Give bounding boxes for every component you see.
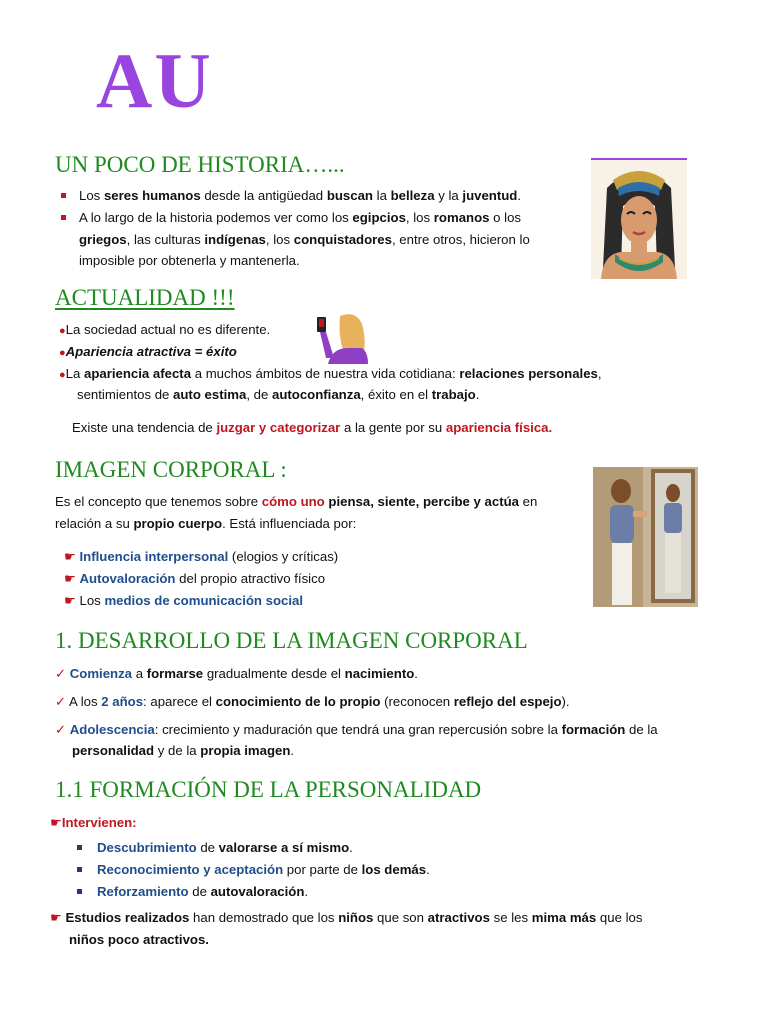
- check-icon: ✓: [55, 722, 67, 737]
- imagen-item-2: ☛ Autovaloración del propio atractivo físico: [64, 571, 326, 586]
- mirror-photo: [593, 467, 698, 607]
- bullet-square: [77, 867, 82, 872]
- bullet-square: [77, 845, 82, 850]
- bullet-square: [61, 215, 66, 220]
- dot-icon: ●: [59, 347, 66, 359]
- bullet-square: [61, 193, 66, 198]
- estudios-line-1: ☛ Estudios realizados han demostrado que los niños que son atractivos se les mima más que los: [50, 910, 643, 925]
- pointing-hand-icon: ☛: [50, 910, 62, 925]
- page-title: AU: [96, 37, 213, 124]
- pointing-hand-icon: ☛: [64, 593, 76, 608]
- historia-line-3: griegos, las culturas indígenas, los conquistadores, entre otros, hicieron lo: [79, 232, 530, 247]
- pointing-hand-icon: ☛: [50, 815, 62, 830]
- heading-imagen-corporal: IMAGEN CORPORAL :: [55, 457, 287, 482]
- pointing-hand-icon: ☛: [64, 571, 76, 586]
- estudios-line-2: niños poco atractivos.: [69, 932, 209, 947]
- formacion-item-2: Reconocimiento y aceptación por parte de los demás.: [97, 862, 430, 877]
- historia-line-1: Los seres humanos desde la antigüedad buscan la belleza y la juventud.: [79, 188, 522, 203]
- actualidad-line-2: ●Apariencia atractiva = éxito: [59, 344, 237, 359]
- desarrollo-item-3: ✓ Adolescencia: crecimiento y maduración que tendrá una gran repercusión sobre la formación de la: [55, 722, 658, 737]
- imagen-line-2: relación a su propio cuerpo. Está influenciada por:: [55, 516, 357, 531]
- check-icon: ✓: [55, 666, 67, 681]
- desarrollo-item-2: ✓ A los 2 años: aparece el conocimiento de lo propio (reconocen reflejo del espejo).: [55, 694, 570, 709]
- cleopatra-image: [591, 158, 687, 279]
- pointing-hand-icon: ☛: [64, 549, 76, 564]
- heading-historia: UN POCO DE HISTORIA…...: [55, 152, 345, 177]
- formacion-item-1: Descubrimiento de valorarse a sí mismo.: [97, 840, 353, 855]
- heading-desarrollo: 1. DESARROLLO DE LA IMAGEN CORPORAL: [55, 628, 528, 653]
- heading-formacion: 1.1 FORMACIÓN DE LA PERSONALIDAD: [55, 777, 482, 802]
- historia-line-4: imposible por obtenerla y mantenerla.: [79, 253, 300, 268]
- heading-actualidad: ACTUALIDAD !!!: [55, 285, 235, 310]
- historia-line-2: A lo largo de la historia podemos ver como los egipcios, los romanos o los: [79, 210, 522, 225]
- imagen-item-1: ☛ Influencia interpersonal (elogios y críticas): [64, 549, 339, 564]
- actualidad-line-1: ●La sociedad actual no es diferente.: [59, 322, 271, 337]
- actualidad-line-4: sentimientos de auto estima, de autoconfianza, éxito en el trabajo.: [77, 387, 480, 402]
- imagen-line-1: Es el concepto que tenemos sobre cómo uno piensa, siente, percibe y actúa en: [55, 494, 538, 509]
- imagen-item-3: ☛ Los medios de comunicación social: [64, 593, 304, 608]
- selfie-girl-image: [314, 312, 370, 364]
- desarrollo-item-1: ✓ Comienza a formarse gradualmente desde el nacimiento.: [55, 666, 418, 681]
- dot-icon: ●: [59, 325, 66, 337]
- bullet-square: [77, 889, 82, 894]
- check-icon: ✓: [55, 694, 67, 709]
- intervienen-label: ☛Intervienen:: [50, 815, 137, 830]
- formacion-item-3: Reforzamiento de autovaloración.: [97, 884, 309, 899]
- desarrollo-item-3b: personalidad y de la propia imagen.: [72, 743, 295, 758]
- actualidad-line-5: Existe una tendencia de juzgar y categorizar a la gente por su apariencia física.: [72, 420, 553, 435]
- dot-icon: ●: [59, 369, 66, 381]
- actualidad-line-3: ●La apariencia afecta a muchos ámbitos de nuestra vida cotidiana: relaciones personales,: [59, 366, 602, 381]
